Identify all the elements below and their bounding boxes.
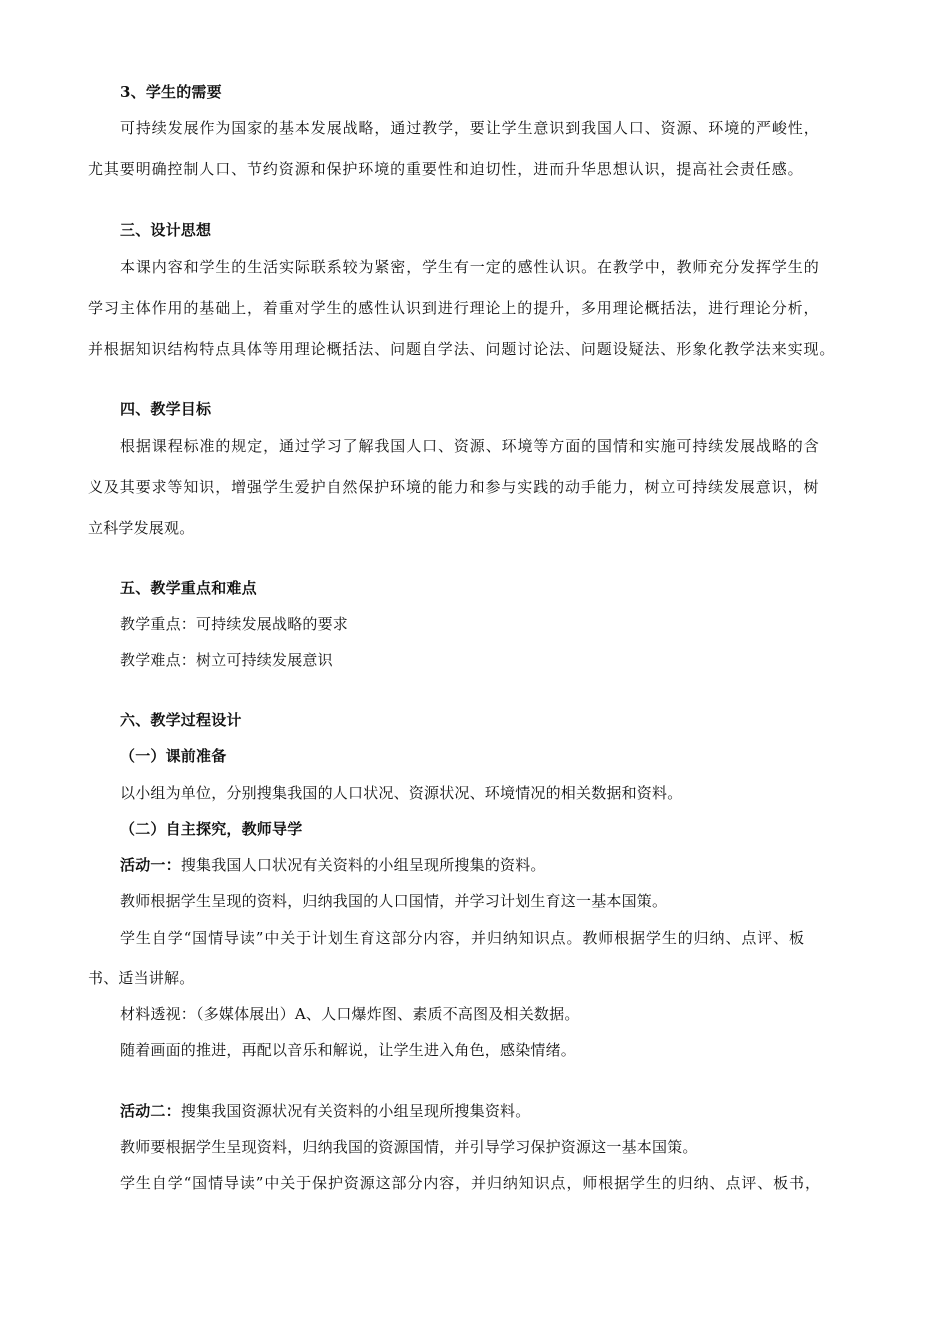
heading-teaching-goals: 四、教学目标	[120, 400, 212, 418]
subheading-self-exploration: （二）自主探究，教师导学	[120, 820, 303, 838]
paragraph-line: 材料透视：（多媒体展出）A、人口爆炸图、素质不高图及相关数据。	[120, 1005, 580, 1023]
teaching-focus: 教学重点：可持续发展战略的要求	[120, 615, 349, 633]
activity-two-text: 搜集我国资源状况有关资料的小组呈现所搜集资料。	[180, 1102, 531, 1120]
paragraph-line: 义及其要求等知识，增强学生爱护自然保护环境的能力和参与实践的动手能力，树立可持续发展意识，树	[88, 478, 820, 496]
paragraph-line: 以小组为单位，分别搜集我国的人口状况、资源状况、环境情况的相关数据和资料。	[120, 784, 683, 802]
paragraph-line: 学生自学“国情导读”中关于保护资源这部分内容，并归纳知识点，师根据学生的归纳、点评、板书，	[120, 1174, 821, 1192]
activity-two	[120, 1101, 530, 1121]
paragraph-line: 学生自学“国情导读”中关于计划生育这部分内容，并归纳知识点。教师根据学生的归纳、点评、板	[120, 929, 805, 947]
paragraph-line: 尤其要明确控制人口、节约资源和保护环境的重要性和迫切性，进而升华思想认识，提高社会责任感。	[88, 160, 804, 178]
teaching-difficulty: 教学难点：树立可持续发展意识	[120, 651, 333, 669]
paragraph-line: 教师要根据学生呈现资料，归纳我国的资源国情，并引导学习保护资源这一基本国策。	[120, 1138, 698, 1156]
heading-design-idea: 三、设计思想	[120, 221, 212, 239]
heading-teaching-process: 六、教学过程设计	[120, 711, 242, 729]
activity-two-label: 活动二：	[120, 1102, 181, 1120]
paragraph-line: 立科学发展观。	[88, 519, 195, 537]
activity-one-text: 搜集我国人口状况有关资料的小组呈现所搜集的资料。	[180, 856, 546, 874]
paragraph-line: 本课内容和学生的生活实际联系较为紧密，学生有一定的感性认识。在教学中，教师充分发挥学生的	[120, 258, 820, 276]
paragraph-line: 根据课程标准的规定，通过学习了解我国人口、资源、环境等方面的国情和实施可持续发展战略的含	[120, 437, 820, 455]
paragraph-line: 书、适当讲解。	[88, 969, 195, 987]
subheading-preparation: （一）课前准备	[120, 747, 227, 765]
paragraph-line: 学习主体作用的基础上，着重对学生的感性认识到进行理论上的提升，多用理论概括法，进行理论分析，	[88, 299, 820, 317]
activity-one-label: 活动一：	[120, 856, 181, 874]
activity-one	[120, 855, 546, 875]
heading-student-needs: 3、学生的需要	[120, 83, 222, 101]
paragraph-line: 教师根据学生呈现的资料，归纳我国的人口国情，并学习计划生育这一基本国策。	[120, 892, 668, 910]
paragraph-line: 可持续发展作为国家的基本发展战略，通过教学，要让学生意识到我国人口、资源、环境的严峻性，	[120, 119, 820, 137]
paragraph-line: 随着画面的推进，再配以音乐和解说，让学生进入角色，感染情绪。	[120, 1041, 577, 1059]
paragraph-line: 并根据知识结构特点具体等用理论概括法、问题自学法、问题讨论法、问题设疑法、形象化教学法来实现。	[88, 340, 836, 358]
heading-key-points: 五、教学重点和难点	[120, 579, 257, 597]
